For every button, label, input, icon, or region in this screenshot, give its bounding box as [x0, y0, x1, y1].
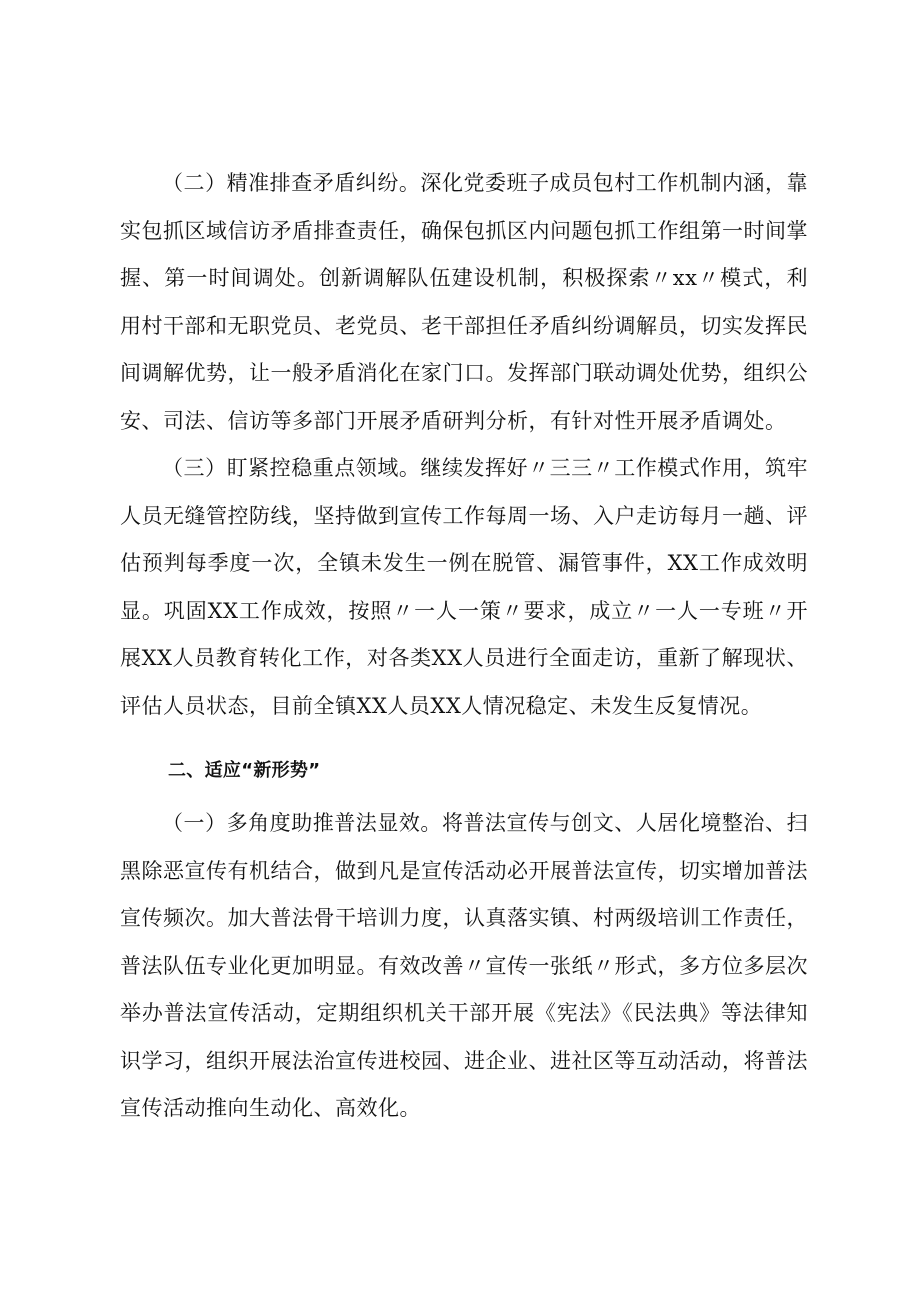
paragraph-key-areas-control: （三）盯紧控稳重点领域。继续发挥好〃三三〃工作模式作用，筑牢人员无缝管控防线，坚持做到宣传工作每周一场、入户走访每月一趟、评估预判每季度一次，全镇未发生一例在脱管、漏管事件，XX工作成效明显。巩固XX工作成效，按照〃一人一策〃要求，成立〃一人一专班〃开展XX人员教育转化工作，对各类XX人员进行全面走访，重新了解现状、评估人员状态，目前全镇XX人员XX人情况稳定、未发生反复情况。: [120, 456, 808, 718]
document-body: [120, 160, 808, 1133]
paragraph-precise-investigation: （二）精准排查矛盾纠纷。深化党委班子成员包村工作机制内涵，靠实包抓区域信访矛盾排查责任，确保包抓区内问题包抓工作组第一时间掌握、第一时间调处。创新调解队伍建设机制，积极探索〃xx〃模式，利用村干部和无职党员、老党员、老干部担任矛盾纠纷调解员，切实发挥民间调解优势，让一般矛盾消化在家门口。发挥部门联动调处优势，组织公安、司法、信访等多部门开展矛盾研判分析，有针对性开展矛盾调处。: [120, 171, 808, 433]
section-heading: 二、适应“新形势”: [168, 760, 321, 781]
paragraph-legal-publicity: （一）多角度助推普法显效。将普法宣传与创文、人居化境整治、扫黑除恶宣传有机结合，做到凡是宣传活动必开展普法宣传，切实增加普法宣传频次。加大普法骨干培训力度，认真落实镇、村两级培训工作责任，普法队伍专业化更加明显。有效改善〃宣传一张纸〃形式，多方位多层次举办普法宣传活动，定期组织机关干部开展《宪法》《民法典》等法律知识学习，组织开展法治宣传进校园、进企业、进社区等互动活动，将普法宣传活动推向生动化、高效化。: [120, 811, 808, 1120]
